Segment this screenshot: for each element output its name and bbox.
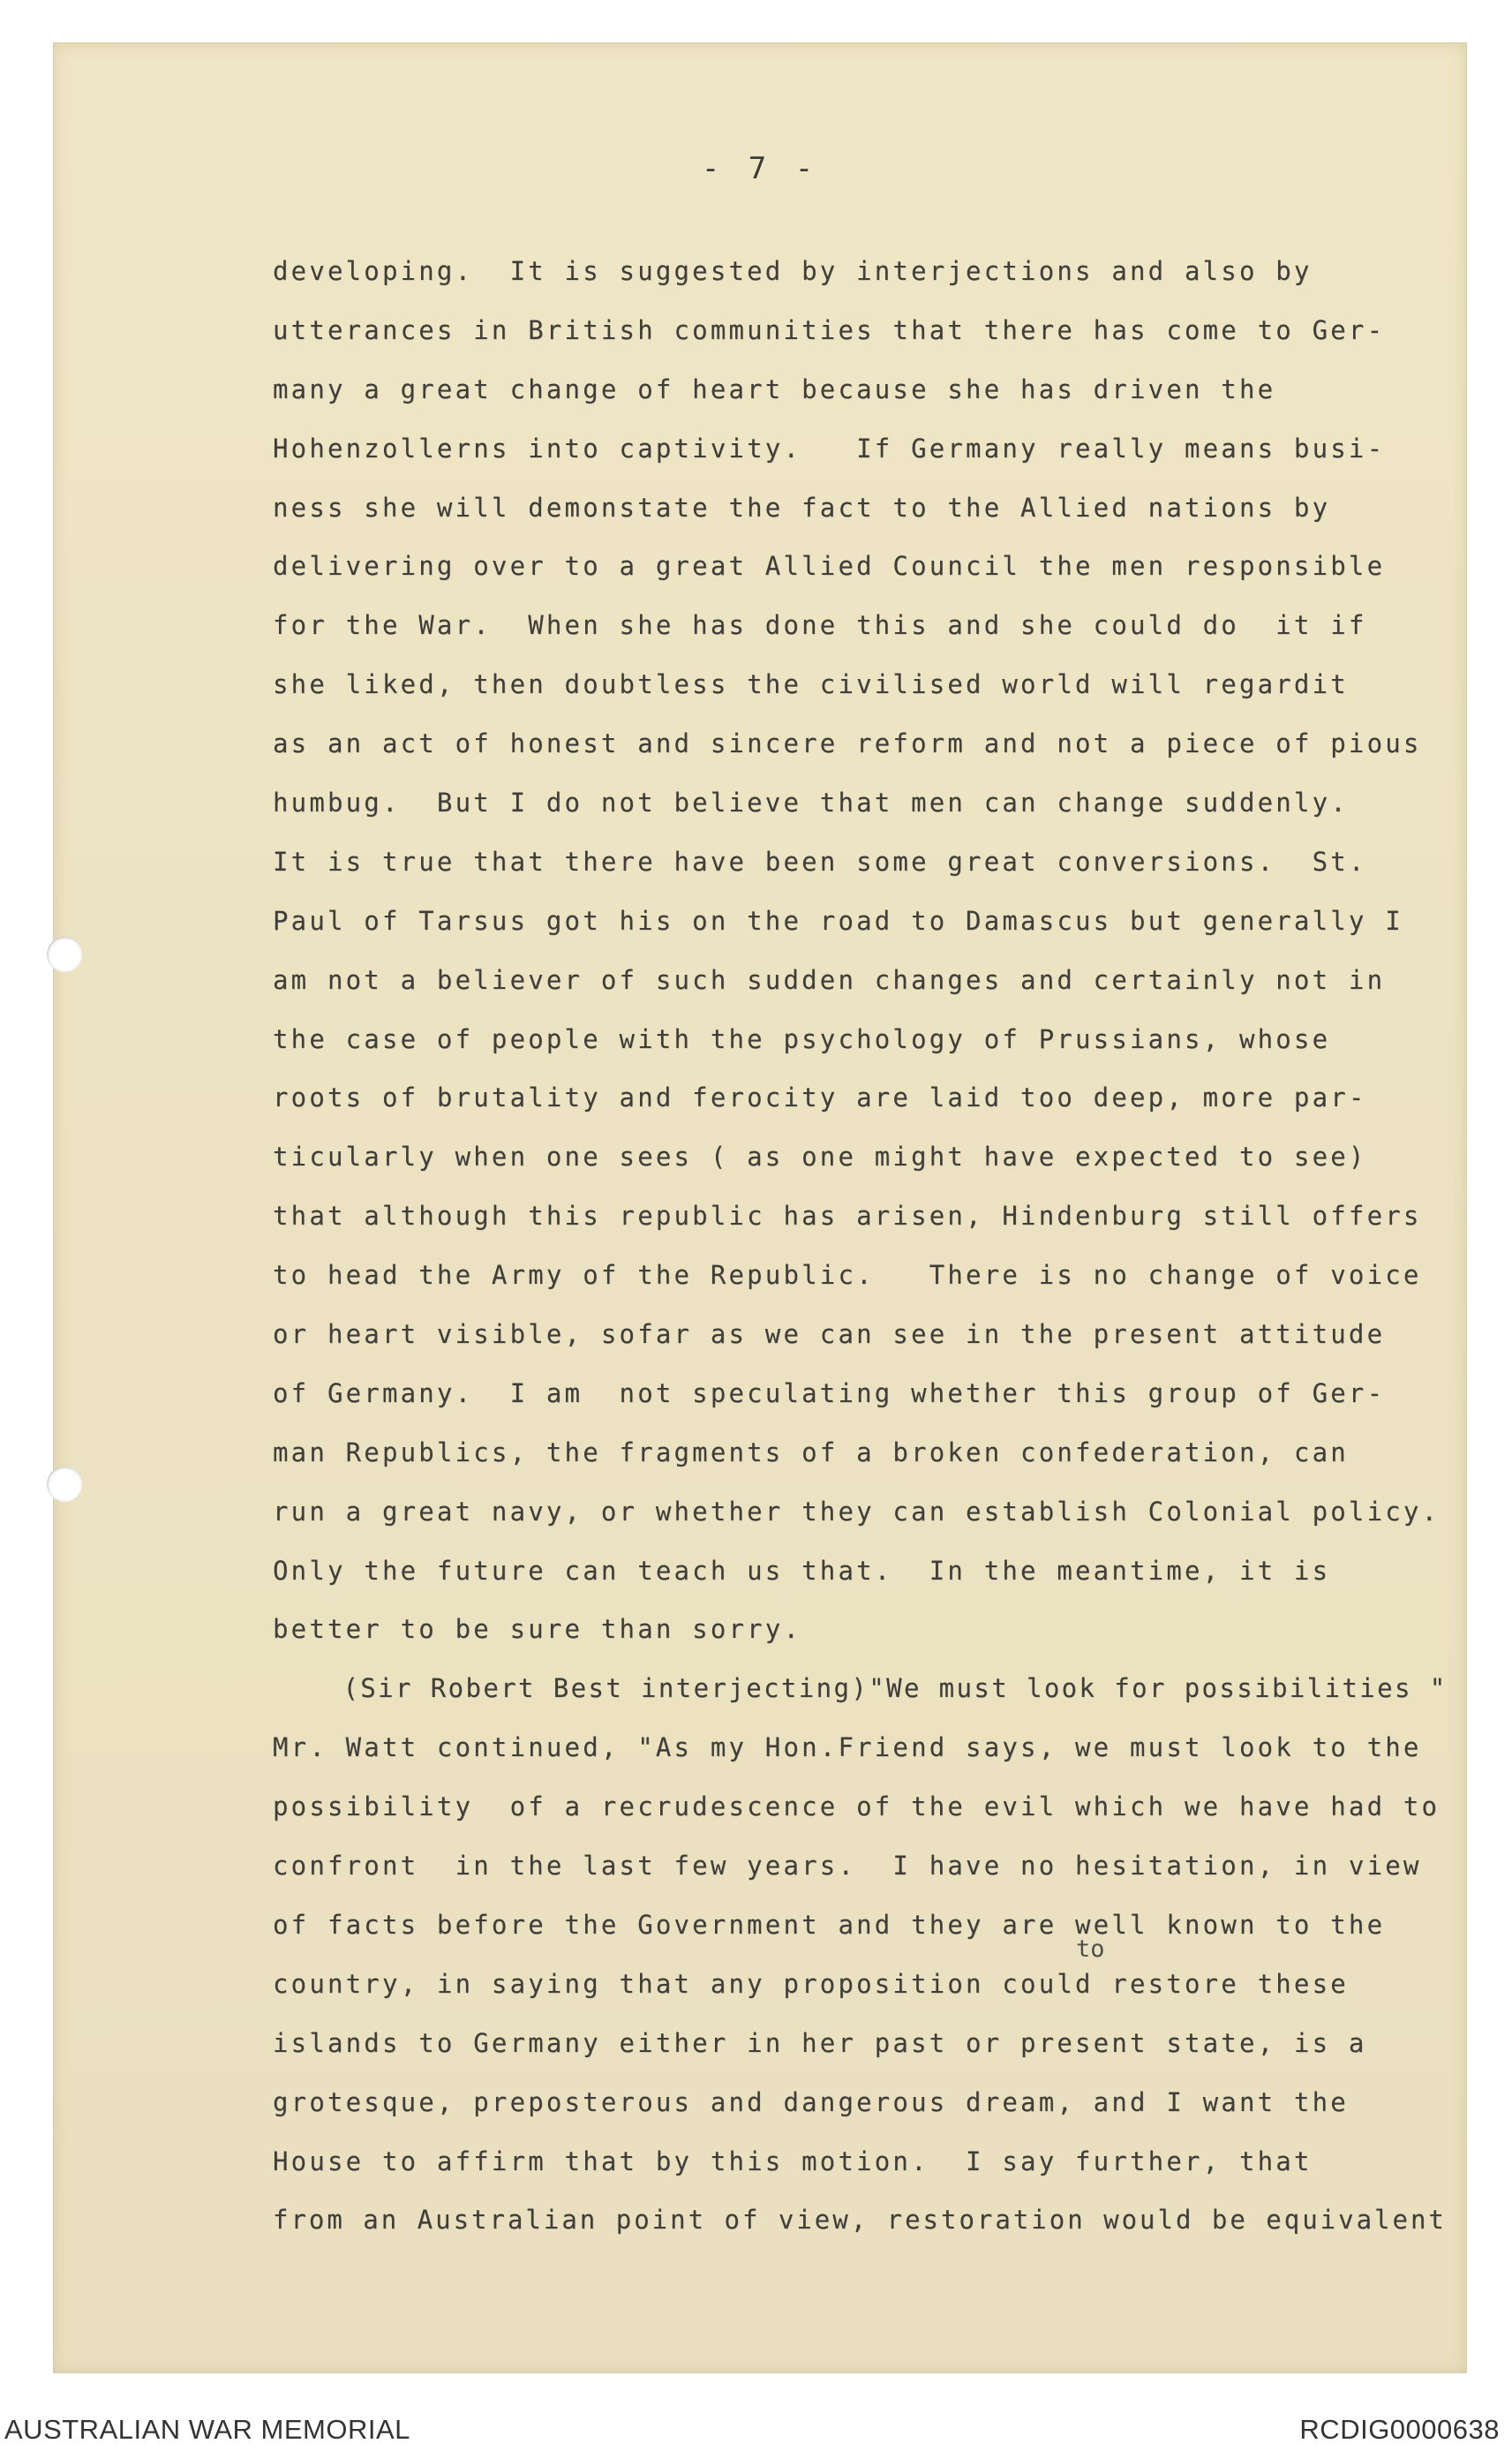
punch-hole-upper [47, 937, 82, 972]
text-line: as an act of honest and sincere reform and not a piece of pious [273, 728, 1422, 759]
text-line: or heart visible, sofar as we can see in the present attitude [273, 1319, 1386, 1350]
text-line: grotesque, preposterous and dangerous dream, and I want the [273, 2086, 1349, 2117]
text-line: Hohenzollerns into captivity. If Germany really means busi- [273, 433, 1386, 464]
document-id: RCDIG0000638 [1299, 2414, 1500, 2445]
text-line: am not a believer of such sudden changes and certainly not in [273, 964, 1386, 995]
text-line: of Germany. I am not speculating whether this group of Ger- [273, 1377, 1386, 1408]
text-line: developing. It is suggested by interjections and also by [273, 256, 1313, 286]
text-line: to head the Army of the Republic. There is no change of voice [273, 1260, 1422, 1291]
archive-credit: AUSTRALIAN WAR MEMORIAL [4, 2414, 410, 2445]
text-line: Mr. Watt continued, "As my Hon.Friend says, we must look to the [273, 1732, 1422, 1763]
page-number: - 7 - [701, 151, 819, 186]
text-line: Paul of Tarsus got his on the road to Damascus but generally I [273, 905, 1403, 936]
text-line: that although this republic has arisen, Hindenburg still offers [273, 1201, 1422, 1232]
punch-hole-lower [47, 1467, 82, 1502]
text-line: many a great change of heart because she has driven the [273, 373, 1276, 404]
text-line: islands to Germany either in her past or present state, is a [273, 2027, 1367, 2058]
text-line: the case of people with the psychology of Prussians, whose [273, 1023, 1331, 1054]
text-line: ticularly when one sees ( as one might have expected to see) [273, 1142, 1367, 1173]
text-line: she liked, then doubtless the civilised world will regardit [273, 669, 1349, 700]
text-line: country, in saying that any proposition could restore these [273, 1968, 1349, 1999]
text-line: of facts before the Government and they are well known to the [273, 1909, 1386, 1940]
text-line: humbug. But I do not believe that men can change suddenly. [273, 788, 1349, 818]
text-line: ness she will demonstate the fact to the Allied nations by [273, 492, 1331, 523]
text-line: run a great navy, or whether they can establish Colonial policy. [273, 1496, 1441, 1527]
text-line: possibility of a recrudescence of the evil which we have had to [273, 1791, 1441, 1822]
text-line: confront in the last few years. I have no hesitation, in view [273, 1851, 1422, 1882]
document-page [53, 42, 1467, 2373]
text-line: delivering over to a great Allied Council the men responsible [273, 551, 1386, 582]
text-line: utterances in British communities that there has come to Ger- [273, 314, 1386, 345]
text-line: House to affirm that by this motion. I say further, that [273, 2146, 1313, 2176]
text-line: roots of brutality and ferocity are laid too deep, more par- [273, 1082, 1367, 1113]
text-line: better to be sure than sorry. [273, 1614, 802, 1645]
interlinear-insert: to [1076, 1935, 1105, 1963]
text-line: It is true that there have been some great conversions. St. [273, 846, 1367, 877]
text-line: Only the future can teach us that. In the meantime, it is [273, 1555, 1331, 1586]
typed-body-text [273, 242, 1456, 2250]
text-line: (Sir Robert Best interjecting)"We must look for possibilities " [273, 1673, 1448, 1704]
text-line: from an Australian point of view, restoration would be equivalent [273, 2205, 1447, 2236]
text-line: man Republics, the fragments of a broken confederation, can [273, 1437, 1349, 1467]
text-line: for the War. When she has done this and she could do it if [273, 610, 1367, 641]
